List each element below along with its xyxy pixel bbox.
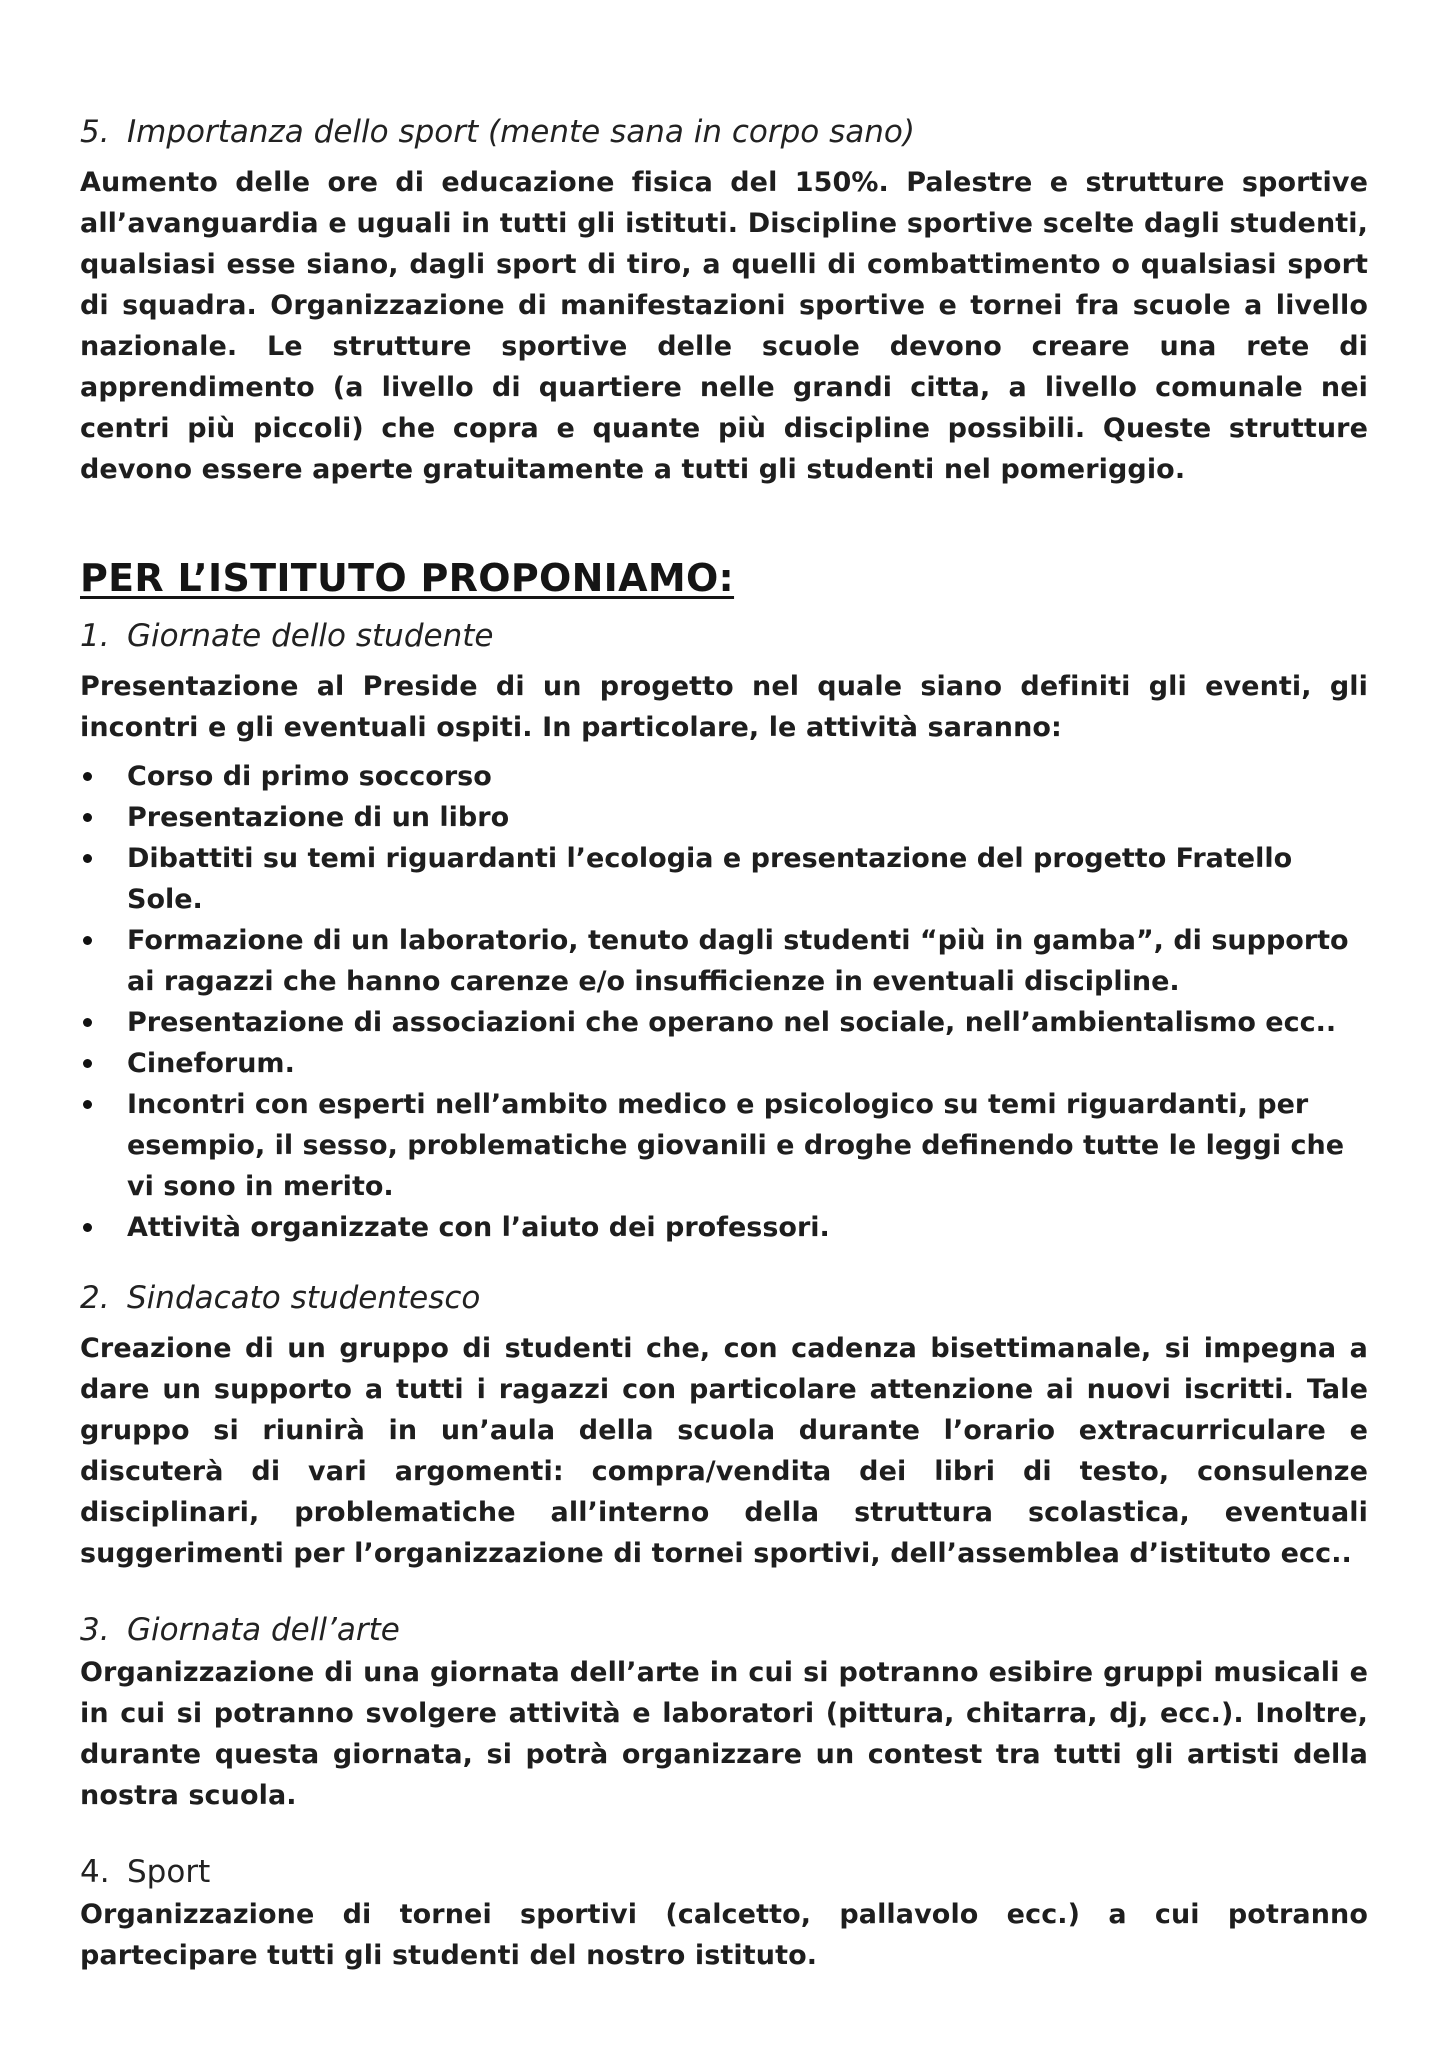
bullet-item: Cineforum. xyxy=(80,1043,1368,1084)
section-5-text: Aumento delle ore di educazione fisica del 150%. Palestre e strutture sportive all’avanguardia e uguali in tutti gli istituti. Discipline sportive scelte dagli studenti, qualsiasi esse siano, dagli sport di tiro, a quelli di combattimento o qualsiasi sport di squadra. Organizzazione di manifestazioni sportive e tornei fra scuole a livello nazionale. Le strutture sportive delle scuole devono creare una rete di apprendimento (a livello di quartiere nelle grandi citta, a livello comunale nei centri più piccoli) che copra e quante più discipline possibili. Queste strutture devono essere aperte gratuitamente a tutti gli studenti nel pomeriggio. xyxy=(80,167,1368,485)
section-5-heading xyxy=(80,112,1368,152)
item-1-number: 1. xyxy=(80,618,110,654)
item-giornata-arte xyxy=(80,1610,1368,1816)
document-page xyxy=(80,112,1368,1976)
bullet-item: Formazione di un laboratorio, tenuto dagli studenti “più in gamba”, di supporto ai ragazzi che hanno carenze e/o insufficienze in eventuali discipline. xyxy=(80,920,1368,1002)
istituto-heading: PER L’ISTITUTO PROPONIAMO: xyxy=(80,556,735,600)
bullet-item: Dibattiti su temi riguardanti l’ecologia e presentazione del progetto Fratello Sole. xyxy=(80,838,1368,920)
item-1-text: Presentazione al Preside di un progetto nel quale siano definiti gli eventi, gli incontri e gli eventuali ospiti. In particolare, le attività saranno: xyxy=(80,671,1368,743)
bullet-icon xyxy=(83,854,92,863)
bullet-icon xyxy=(83,1059,92,1068)
item-2-text: Creazione di un gruppo di studenti che, con cadenza bisettimanale, si impegna a dare un supporto a tutti i ragazzi con particolare attenzione ai nuovi iscritti. Tale gruppo si riunirà in un’aula della scuola durante l’orario extracurriculare e discuterà di vari argomenti: compra/vendita dei libri di testo, consulenze disciplinari, problematiche all’interno della struttura scolastica, eventuali suggerimenti per l’organizzazione di tornei sportivi, dell’assemblea d’istituto ecc.. xyxy=(80,1333,1368,1569)
item-sindacato-studentesco xyxy=(80,1278,1368,1574)
item-3-heading xyxy=(80,1610,1368,1650)
item-2-number: 2. xyxy=(80,1280,110,1316)
bullet-icon xyxy=(83,772,92,781)
bullet-icon xyxy=(83,1223,92,1232)
item-4-title: Sport xyxy=(127,1854,211,1890)
bullet-item: Incontri con esperti nell’ambito medico e psicologico su temi riguardanti, per esempio, il sesso, problematiche giovanili e droghe definendo tutte le leggi che vi sono in merito. xyxy=(80,1084,1368,1207)
item-2-heading xyxy=(80,1278,1368,1318)
item-1-title: Giornate dello studente xyxy=(127,618,494,654)
section-5 xyxy=(80,112,1368,490)
item-2-title: Sindacato studentesco xyxy=(127,1280,481,1316)
bullet-icon xyxy=(83,1018,92,1027)
bullet-item: Presentazione di un libro xyxy=(80,797,1368,838)
item-4-number: 4. xyxy=(80,1854,110,1890)
bullet-item: Attività organizzate con l’aiuto dei professori. xyxy=(80,1207,1368,1248)
section-5-title: Importanza dello sport (mente sana in corpo sano) xyxy=(127,114,915,150)
bullet-icon xyxy=(83,1100,92,1109)
item-3-number: 3. xyxy=(80,1612,110,1648)
item-4-heading xyxy=(80,1852,1368,1892)
item-giornate-studente xyxy=(80,616,1368,1248)
item-sport xyxy=(80,1852,1368,1976)
bullet-item: Corso di primo soccorso xyxy=(80,756,1368,797)
bullet-icon xyxy=(83,936,92,945)
item-3-text: Organizzazione di una giornata dell’arte in cui si potranno esibire gruppi musicali e in cui si potranno svolgere attività e laboratori (pittura, chitarra, dj, ecc.). Inoltre, durante questa giornata, si potrà organizzare un contest tra tutti gli artisti della nostra scuola. xyxy=(80,1657,1368,1811)
bullet-icon xyxy=(83,813,92,822)
item-1-bullet-list xyxy=(80,756,1368,1248)
item-1-heading xyxy=(80,616,1368,656)
item-3-title: Giornata dell’arte xyxy=(127,1612,400,1648)
item-4-text: Organizzazione di tornei sportivi (calcetto, pallavolo ecc.) a cui potranno partecipare tutti gli studenti del nostro istituto. xyxy=(80,1899,1368,1971)
section-5-number: 5. xyxy=(80,114,110,150)
bullet-item: Presentazione di associazioni che operano nel sociale, nell’ambientalismo ecc.. xyxy=(80,1002,1368,1043)
